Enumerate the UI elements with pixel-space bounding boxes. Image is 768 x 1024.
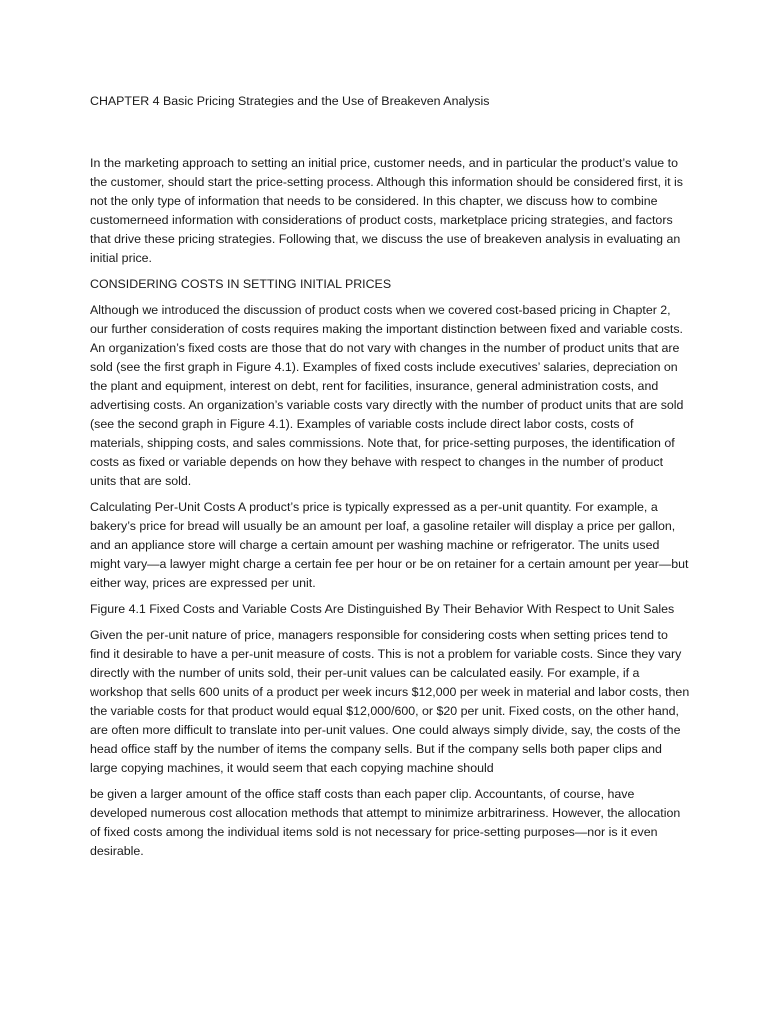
figure-caption: Figure 4.1 Fixed Costs and Variable Costs Are Distinguished By Their Behavior With Respect to Unit Sales: [90, 602, 675, 616]
fixed-variable-costs-paragraph: Although we introduced the discussion of product costs when we covered cost-based pricing in Chapter 2, our further consideration of costs requires making the important distinction between fixed and variable costs. An organization’s fixed costs are those that do not vary with changes in the number of product units that are sold (see the first graph in Figure 4.1). Examples of fixed costs include executives’ salaries, depreciation on the plant and equipment, interest on debt, rent for facilities, insurance, general administration costs, and advertising costs. An organization’s variable costs vary directly with the number of product units that are sold (see the second graph in Figure 4.1). Examples of variable costs include direct labor costs, costs of materials, shipping costs, and sales commissions. Note that, for price-setting purposes, the identification of costs as fixed or variable depends on how they behave with respect to changes in the number of product units that are sold.: [90, 303, 684, 488]
document-body: [90, 92, 690, 868]
section-heading: CONSIDERING COSTS IN SETTING INITIAL PRICES: [90, 277, 392, 291]
intro-paragraph: In the marketing approach to setting an initial price, customer needs, and in particular the product’s value to the customer, should start the price-setting process. Although this information should be considered first, it is not the only type of information that needs to be considered. In this chapter, we discuss how to combine customerneed information with considerations of product costs, marketplace pricing strategies, and factors that drive these pricing strategies. Following that, we discuss the use of breakeven analysis in evaluating an initial price.: [90, 156, 683, 265]
per-unit-costs-paragraph: Calculating Per-Unit Costs A product’s price is typically expressed as a per-unit quantity. For example, a bakery’s price for bread will usually be an amount per loaf, a gasoline retailer will display a price per gallon, and an appliance store will charge a certain amount per washing machine or refrigerator. The units used might vary—a lawyer might charge a certain fee per hour or be on retainer for a certain amount per year—but either way, prices are expressed per unit.: [90, 500, 689, 590]
cost-allocation-paragraph: be given a larger amount of the office staff costs than each paper clip. Accountants, of course, have developed numerous cost allocation methods that attempt to minimize arbitrariness. However, the allocation of fixed costs among the individual items sold is not necessary for price-setting purposes—nor is it even desirable.: [90, 787, 681, 858]
per-unit-measure-paragraph: Given the per-unit nature of price, managers responsible for considering costs when setting prices tend to find it desirable to have a per-unit measure of costs. This is not a problem for variable costs. Since they vary directly with the number of units sold, their per-unit values can be calculated easily. For example, if a workshop that sells 600 units of a product per week incurs $12,000 per week in material and labor costs, then the variable costs for that product would equal $12,000/600, or $20 per unit. Fixed costs, on the other hand, are often more difficult to translate into per-unit values. One could always simply divide, say, the costs of the head office staff by the number of items the company sells. But if the company sells both paper clips and large copying machines, it would seem that each copying machine should: [90, 628, 690, 775]
chapter-title: CHAPTER 4 Basic Pricing Strategies and the Use of Breakeven Analysis: [90, 94, 490, 108]
